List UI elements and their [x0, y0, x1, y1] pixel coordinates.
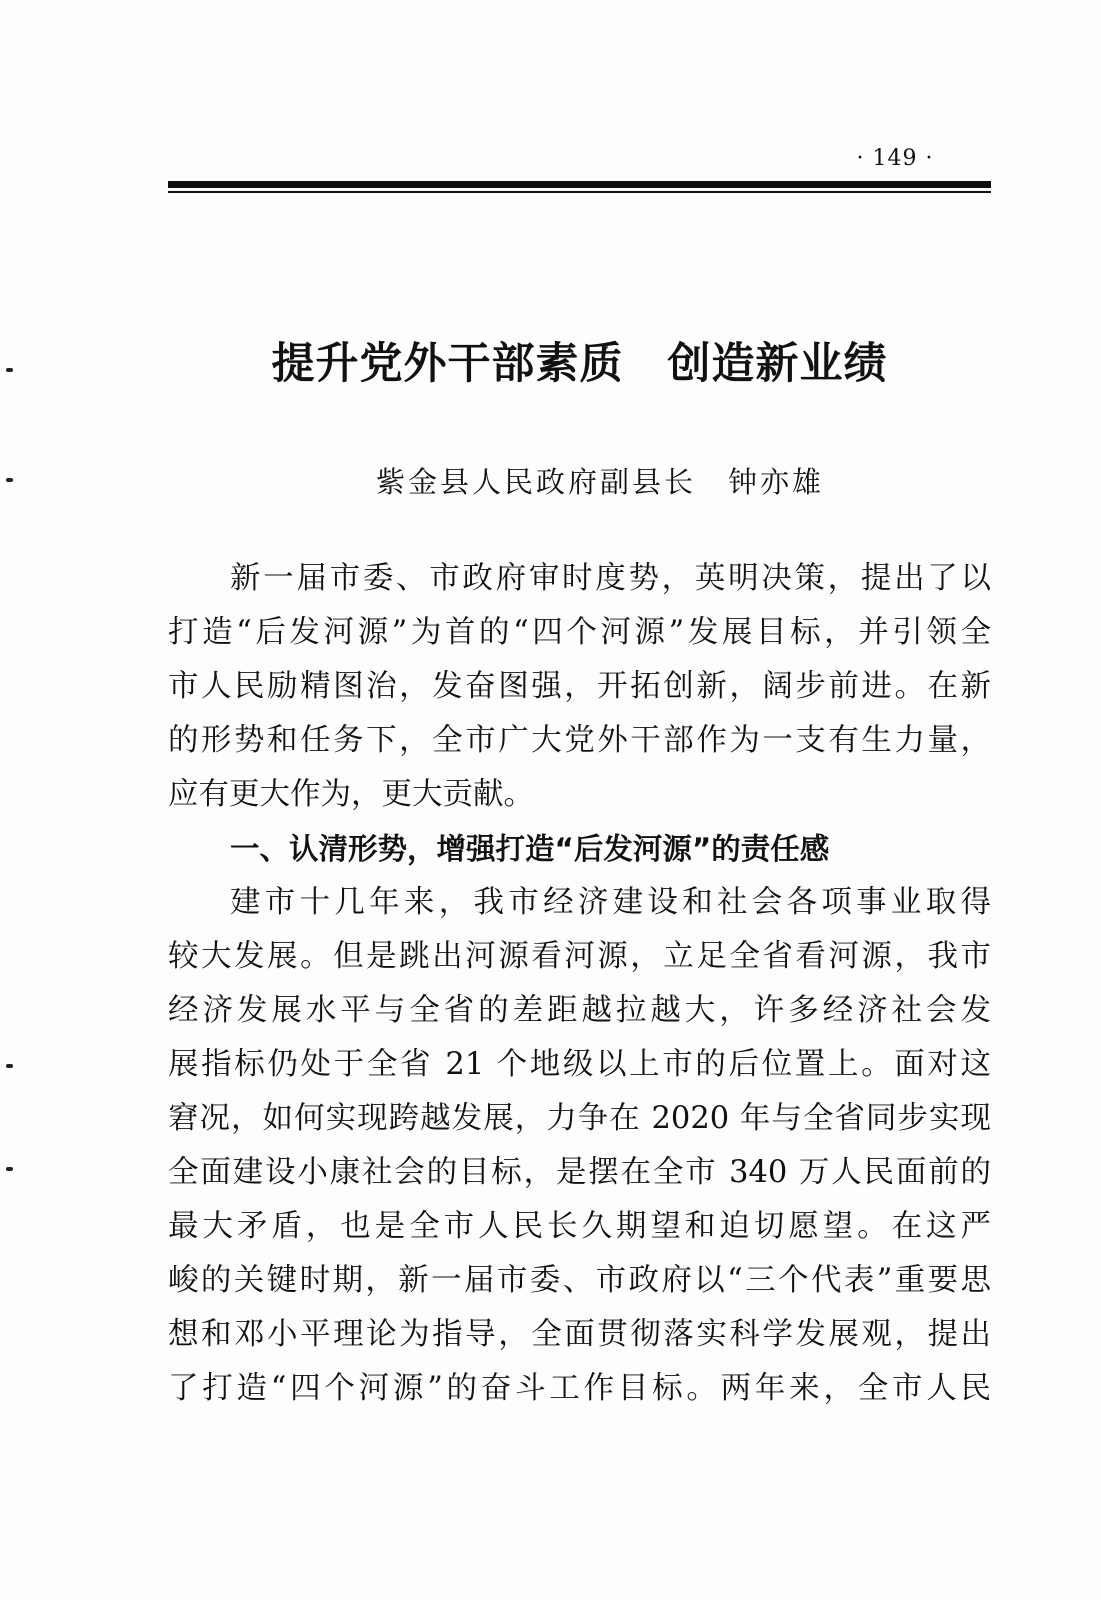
text-line: 应有更大作为，更大贡献。	[168, 777, 534, 812]
text-line: 窘况，如何实现跨越发展，力争在 2020 年与全省同步实现	[168, 1101, 991, 1136]
text-line: 经济发展水平与全省的差距越拉越大，许多经济社会发	[168, 993, 991, 1028]
text-line: 的形势和任务下，全市广大党外干部作为一支有生力量，	[168, 723, 991, 758]
text-line: 全面建设小康社会的目标，是摆在全市 340 万人民面前的	[168, 1155, 991, 1190]
text-line: 最大矛盾，也是全市人民长久期望和迫切愿望。在这严	[168, 1209, 991, 1244]
header-rule-thick	[168, 181, 991, 188]
text-line: 较大发展。但是跳出河源看河源，立足全省看河源，我市	[168, 939, 991, 974]
text-line: 打造“后发河源”为首的“四个河源”发展目标，并引领全	[168, 615, 991, 650]
page-number: · 149 ·	[856, 146, 934, 171]
text-line: 新一届市委、市政府审时度势，英明决策，提出了以	[230, 561, 991, 596]
text-line: 了打造“四个河源”的奋斗工作目标。两年来，全市人民	[168, 1371, 991, 1406]
binding-mark	[6, 1064, 13, 1068]
article-author: 紫金县人民政府副县长 钟亦雄	[375, 465, 824, 499]
article-title: 提升党外干部素质 创造新业绩	[271, 339, 888, 389]
text-line: 市人民励精图治，发奋图强，开拓创新，阔步前进。在新	[168, 669, 991, 704]
binding-mark	[6, 478, 13, 482]
text-line: 建市十几年来，我市经济建设和社会各项事业取得	[230, 885, 991, 920]
text-line: 峻的关键时期，新一届市委、市政府以“三个代表”重要思	[168, 1263, 991, 1298]
text-line: 展指标仍处于全省 21 个地级以上市的后位置上。面对这	[168, 1047, 991, 1082]
header-rule-thin	[168, 191, 991, 193]
section-heading: 一、认清形势，增强打造“后发河源”的责任感	[230, 832, 830, 866]
binding-mark	[6, 368, 13, 372]
text-line: 想和邓小平理论为指导，全面贯彻落实科学发展观，提出	[168, 1317, 991, 1352]
binding-mark	[6, 1167, 13, 1171]
